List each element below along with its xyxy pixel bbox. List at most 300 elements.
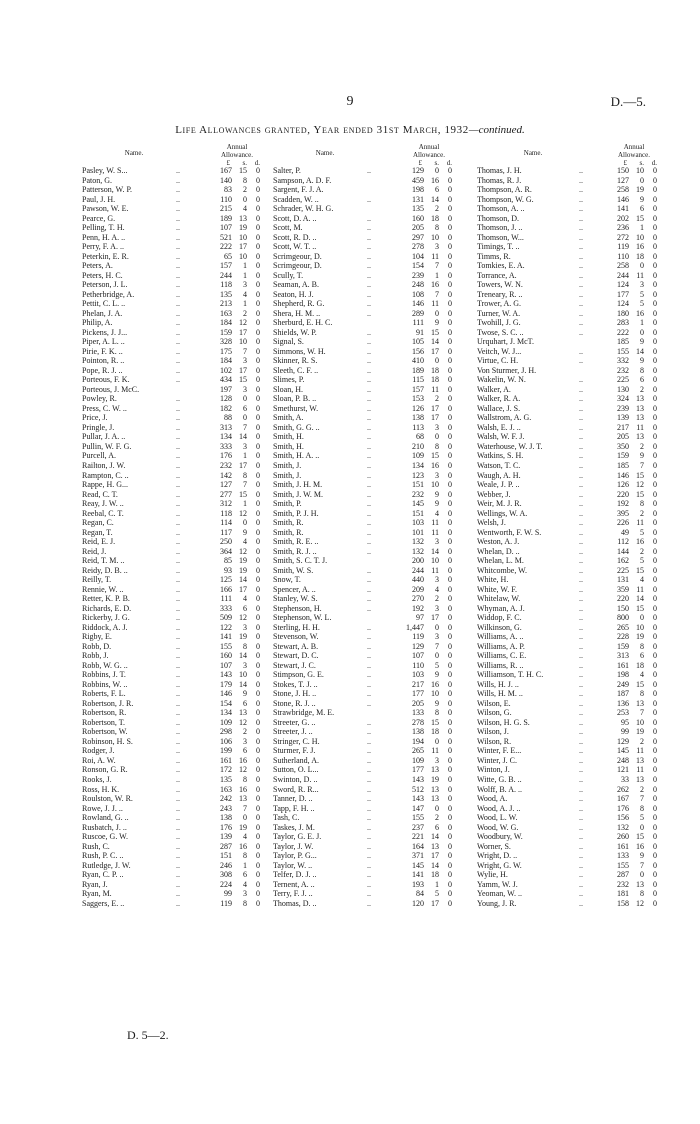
allowance-shillings: 6 bbox=[640, 204, 644, 214]
leader-dots: .. bbox=[176, 898, 180, 908]
allowance-shillings: 2 bbox=[640, 736, 644, 746]
allowance-shillings: 7 bbox=[243, 803, 247, 813]
leader-dots: .. bbox=[579, 660, 583, 670]
allowance-pence: 0 bbox=[256, 394, 260, 404]
pensioner-name: Widdop, F. C. bbox=[477, 613, 522, 623]
allowance-shillings: 9 bbox=[640, 356, 644, 366]
allowance-pence: 0 bbox=[448, 451, 452, 461]
allowance-pounds: 246 bbox=[220, 860, 232, 870]
pensioner-name: Pelling, T. H. bbox=[82, 223, 125, 233]
allowance-pounds: 91 bbox=[416, 327, 424, 337]
pensioner-name: Porteous, F. K. bbox=[82, 375, 130, 385]
allowance-pence: 0 bbox=[653, 384, 657, 394]
allowance-shillings: 13 bbox=[431, 794, 439, 804]
list-item bbox=[477, 356, 657, 366]
allowance-pence: 0 bbox=[653, 622, 657, 632]
allowance-pence: 0 bbox=[653, 327, 657, 337]
allowance-pounds: 114 bbox=[220, 518, 232, 528]
allowance-pounds: 333 bbox=[220, 441, 232, 451]
leader-dots: .. bbox=[367, 546, 371, 556]
allowance-shillings: 8 bbox=[640, 689, 644, 699]
leader-dots: .. bbox=[176, 841, 180, 851]
leader-dots: .. bbox=[579, 204, 583, 214]
allowance-pounds: 93 bbox=[224, 565, 232, 575]
allowance-pence: 0 bbox=[653, 784, 657, 794]
allowance-shillings: 3 bbox=[243, 622, 247, 632]
allowance-pounds: 270 bbox=[412, 594, 424, 604]
list-item bbox=[477, 585, 657, 595]
leader-dots: .. bbox=[579, 584, 583, 594]
leader-dots: .. bbox=[176, 851, 180, 861]
allowance-shillings: 0 bbox=[640, 822, 644, 832]
allowance-pence: 0 bbox=[653, 851, 657, 861]
leader-dots: .. bbox=[579, 308, 583, 318]
allowance-pence: 0 bbox=[256, 508, 260, 518]
page-number: 9 bbox=[346, 94, 354, 109]
column-1 bbox=[82, 144, 260, 908]
allowance-pence: 0 bbox=[653, 432, 657, 442]
allowance-shillings: 14 bbox=[239, 679, 247, 689]
allowance-pence: 0 bbox=[256, 755, 260, 765]
list-item bbox=[273, 566, 452, 576]
pensioner-name: Watson, T. C. bbox=[477, 460, 521, 470]
allowance-pence: 0 bbox=[256, 794, 260, 804]
allowance-pence: 0 bbox=[256, 813, 260, 823]
leader-dots: .. bbox=[176, 679, 180, 689]
allowance-shillings: 2 bbox=[435, 594, 439, 604]
leader-dots: .. bbox=[579, 746, 583, 756]
allowance-pence: 0 bbox=[653, 651, 657, 661]
list-item bbox=[477, 223, 657, 233]
list-item bbox=[82, 347, 260, 357]
allowance-pounds: 115 bbox=[412, 375, 424, 385]
allowance-pence: 0 bbox=[448, 860, 452, 870]
allowance-shillings: 1 bbox=[243, 299, 247, 309]
pensioner-name: Signal, S. bbox=[273, 337, 304, 347]
allowance-pounds: 521 bbox=[220, 232, 232, 242]
leader-dots: .. bbox=[579, 422, 583, 432]
leader-dots: .. bbox=[176, 613, 180, 623]
pensioner-name: Richards, E. D. bbox=[82, 603, 132, 613]
allowance-pence: 0 bbox=[256, 185, 260, 195]
allowance-shillings: 2 bbox=[435, 394, 439, 404]
leader-dots: .. bbox=[176, 327, 180, 337]
allowance-pounds: 222 bbox=[617, 327, 629, 337]
list-item bbox=[82, 432, 260, 442]
allowance-pence: 0 bbox=[448, 346, 452, 356]
allowance-pounds: 800 bbox=[617, 613, 629, 623]
allowance-shillings: 16 bbox=[431, 175, 439, 185]
leader-dots: .. bbox=[176, 727, 180, 737]
allowance-pence: 0 bbox=[448, 755, 452, 765]
allowance-pence: 0 bbox=[448, 727, 452, 737]
allowance-shillings: 15 bbox=[636, 832, 644, 842]
list-item bbox=[82, 185, 260, 195]
allowance-pounds: 141 bbox=[220, 632, 232, 642]
leader-dots: .. bbox=[579, 822, 583, 832]
allowance-shillings: 15 bbox=[239, 375, 247, 385]
allowance-shillings: 4 bbox=[243, 204, 247, 214]
allowance-shillings: 13 bbox=[636, 403, 644, 413]
allowance-pounds: 187 bbox=[617, 689, 629, 699]
allowance-pence: 0 bbox=[448, 775, 452, 784]
allowance-shillings: 0 bbox=[435, 736, 439, 746]
allowance-pounds: 135 bbox=[412, 204, 424, 214]
allowance-pounds: 133 bbox=[617, 851, 629, 861]
allowance-pence: 0 bbox=[448, 832, 452, 842]
allowance-pounds: 65 bbox=[224, 251, 232, 261]
allowance-pounds: 220 bbox=[617, 594, 629, 604]
pensioner-name: Waterhouse, W. J. T. bbox=[477, 441, 543, 451]
allowance-shillings: 1 bbox=[243, 261, 247, 271]
pensioner-name: Slimes, P. bbox=[273, 375, 305, 385]
allowance-pounds: 1,447 bbox=[406, 622, 424, 632]
allowance-shillings: 0 bbox=[243, 813, 247, 823]
pensioner-name: Rampton, C. .. bbox=[82, 470, 129, 480]
pensioner-name: Pointon, R. .. bbox=[82, 356, 125, 366]
leader-dots: .. bbox=[579, 251, 583, 261]
allowance-shillings: 0 bbox=[435, 308, 439, 318]
allowance-pence: 0 bbox=[653, 232, 657, 242]
list-item bbox=[477, 794, 657, 804]
pensioner-name: Smith, P. bbox=[273, 499, 302, 509]
allowance-shillings: 12 bbox=[239, 546, 247, 556]
allowance-shillings: 18 bbox=[431, 213, 439, 223]
list-item bbox=[477, 604, 657, 614]
allowance-pounds: 160 bbox=[412, 213, 424, 223]
allowance-shillings: 15 bbox=[431, 451, 439, 461]
allowance-pence: 0 bbox=[448, 679, 452, 689]
allowance-pence: 0 bbox=[448, 489, 452, 499]
allowance-pence: 0 bbox=[256, 527, 260, 537]
pensioner-name: Stevenson, W. bbox=[273, 632, 319, 642]
pensioner-name: Tomkies, E. A. bbox=[477, 261, 525, 271]
allowance-shillings: 3 bbox=[435, 603, 439, 613]
allowance-pounds: 139 bbox=[617, 413, 629, 423]
list-item bbox=[477, 499, 657, 509]
allowance-shillings: 16 bbox=[239, 755, 247, 765]
list-item bbox=[82, 328, 260, 338]
leader-dots: .. bbox=[367, 670, 371, 680]
allowance-pence: 0 bbox=[448, 470, 452, 480]
allowance-pounds: 333 bbox=[220, 603, 232, 613]
leader-dots: .. bbox=[176, 708, 180, 718]
allowance-pounds: 167 bbox=[220, 166, 232, 175]
list-item bbox=[273, 556, 452, 566]
leader-dots: .. bbox=[579, 679, 583, 689]
allowance-pence: 0 bbox=[256, 384, 260, 394]
allowance-pounds: 155 bbox=[220, 641, 232, 651]
allowance-pounds: 192 bbox=[412, 603, 424, 613]
allowance-pence: 0 bbox=[653, 194, 657, 204]
list-item bbox=[477, 737, 657, 747]
leader-dots: .. bbox=[367, 565, 371, 575]
allowance-shillings: 0 bbox=[435, 356, 439, 366]
allowance-pence: 0 bbox=[653, 755, 657, 765]
allowance-pence: 0 bbox=[256, 489, 260, 499]
leader-dots: .. bbox=[176, 280, 180, 290]
allowance-shillings: 15 bbox=[636, 679, 644, 689]
leader-dots: .. bbox=[579, 261, 583, 271]
allowance-shillings: 8 bbox=[243, 470, 247, 480]
allowance-shillings: 4 bbox=[243, 594, 247, 604]
allowance-pounds: 289 bbox=[412, 308, 424, 318]
allowance-shillings: 6 bbox=[243, 746, 247, 756]
pensioner-name: Ruscoe, G. W. bbox=[82, 832, 128, 842]
leader-dots: .. bbox=[367, 736, 371, 746]
allowance-pence: 0 bbox=[448, 584, 452, 594]
list-item bbox=[273, 252, 452, 262]
allowance-shillings: 19 bbox=[636, 185, 644, 195]
allowance-pence: 0 bbox=[448, 603, 452, 613]
allowance-pounds: 324 bbox=[617, 394, 629, 404]
pensioner-name: Rowland, G. .. bbox=[82, 813, 129, 823]
allowance-shillings: 0 bbox=[435, 432, 439, 442]
pensioner-name: Smith, P. J. H. bbox=[273, 508, 319, 518]
allowance-shillings: 10 bbox=[431, 556, 439, 566]
pensioner-name: Rappe, H. G... bbox=[82, 480, 128, 490]
list-item bbox=[273, 528, 452, 538]
list-item bbox=[273, 861, 452, 871]
leader-dots: .. bbox=[579, 556, 583, 566]
list-item bbox=[477, 471, 657, 481]
name-header: Name. bbox=[315, 149, 335, 157]
pensioner-name: Smith, W. S. bbox=[273, 565, 314, 575]
allowance-pounds: 395 bbox=[617, 508, 629, 518]
leader-dots: .. bbox=[367, 813, 371, 823]
allowance-pounds: 151 bbox=[412, 480, 424, 490]
allowance-pounds: 459 bbox=[412, 175, 424, 185]
allowance-shillings: 3 bbox=[243, 736, 247, 746]
allowance-pounds: 107 bbox=[412, 651, 424, 661]
allowance-shillings: 3 bbox=[435, 422, 439, 432]
allowance-pence: 0 bbox=[448, 232, 452, 242]
allowance-pence: 0 bbox=[653, 708, 657, 718]
allowance-pence: 0 bbox=[448, 166, 452, 175]
allowance-shillings: 8 bbox=[243, 641, 247, 651]
allowance-shillings: 13 bbox=[636, 755, 644, 765]
allowance-pounds: 244 bbox=[220, 270, 232, 280]
allowance-shillings: 8 bbox=[640, 803, 644, 813]
pensioner-name: Stewart, D. C. bbox=[273, 651, 319, 661]
leader-dots: .. bbox=[579, 651, 583, 661]
allowance-pence: 0 bbox=[448, 670, 452, 680]
pensioner-name: Strawbridge, M. E. bbox=[273, 708, 335, 718]
allowance-pence: 0 bbox=[653, 441, 657, 451]
pensioner-name: Sturmer, F. J. bbox=[273, 746, 316, 756]
column-2 bbox=[273, 144, 452, 908]
allowance-pence: 0 bbox=[653, 413, 657, 423]
allowance-shillings: 11 bbox=[636, 518, 644, 528]
allowance-pence: 0 bbox=[256, 708, 260, 718]
list-item bbox=[82, 765, 260, 775]
allowance-pounds: 239 bbox=[617, 403, 629, 413]
list-item bbox=[82, 223, 260, 233]
pensioner-name: Weston, A. J. bbox=[477, 537, 520, 547]
allowance-pounds: 163 bbox=[220, 784, 232, 794]
allowance-pence: 0 bbox=[256, 698, 260, 708]
list-item bbox=[82, 756, 260, 766]
leader-dots: .. bbox=[176, 537, 180, 547]
allowance-shillings: 8 bbox=[243, 175, 247, 185]
allowance-pence: 0 bbox=[448, 384, 452, 394]
allowance-shillings: 12 bbox=[239, 613, 247, 623]
allowance-pence: 0 bbox=[448, 889, 452, 899]
list-item bbox=[273, 223, 452, 233]
leader-dots: .. bbox=[579, 318, 583, 328]
list-item bbox=[477, 442, 657, 452]
list-item bbox=[477, 851, 657, 861]
pensioner-name: Pawson, W. E. bbox=[82, 204, 129, 214]
allowance-shillings: 3 bbox=[243, 384, 247, 394]
pensioner-name: Rush, C. bbox=[82, 841, 110, 851]
leader-dots: .. bbox=[176, 337, 180, 347]
leader-dots: .. bbox=[367, 508, 371, 518]
pensioner-name: Regan, T. bbox=[82, 527, 113, 537]
pensioner-name: Scully, T. bbox=[273, 270, 304, 280]
pensioner-name: Robertson, R. bbox=[82, 708, 127, 718]
list-item bbox=[477, 432, 657, 442]
list-item bbox=[273, 233, 452, 243]
allowance-pounds: 109 bbox=[412, 755, 424, 765]
allowance-pounds: 120 bbox=[412, 898, 424, 908]
allowance-pounds: 221 bbox=[412, 832, 424, 842]
pensioner-name: Wilson, G. bbox=[477, 708, 512, 718]
allowance-pence: 0 bbox=[653, 537, 657, 547]
allowance-pence: 0 bbox=[653, 308, 657, 318]
pensioner-name: Reay, J. W. .. bbox=[82, 499, 124, 509]
pensioner-name: Watkins, S. H. bbox=[477, 451, 524, 461]
list-item bbox=[477, 785, 657, 795]
pensioner-name: Robinson, H. S. bbox=[82, 736, 133, 746]
allowance-pounds: 135 bbox=[220, 289, 232, 299]
allowance-shillings: 18 bbox=[431, 727, 439, 737]
leader-dots: .. bbox=[367, 489, 371, 499]
leader-dots: .. bbox=[176, 289, 180, 299]
leader-dots: .. bbox=[176, 860, 180, 870]
allowance-pounds: 123 bbox=[412, 470, 424, 480]
allowance-shillings: 0 bbox=[435, 166, 439, 175]
allowance-pounds: 132 bbox=[617, 822, 629, 832]
pensioner-name: Wakelin, W. N. bbox=[477, 375, 526, 385]
allowance-pence: 0 bbox=[448, 518, 452, 528]
allowance-pounds: 130 bbox=[617, 384, 629, 394]
pensioner-name: Streeter, J. .. bbox=[273, 727, 313, 737]
leader-dots: .. bbox=[579, 860, 583, 870]
allowance-pence: 0 bbox=[256, 622, 260, 632]
allowance-pence: 0 bbox=[256, 422, 260, 432]
list-item bbox=[477, 290, 657, 300]
pensioner-name: Roi, A. W. bbox=[82, 755, 116, 765]
allowance-pounds: 146 bbox=[617, 470, 629, 480]
allowance-pence: 0 bbox=[256, 223, 260, 233]
pensioner-name: Worner, S. bbox=[477, 841, 511, 851]
allowance-pence: 0 bbox=[448, 403, 452, 413]
allowance-header-line1: Annual bbox=[418, 143, 440, 151]
allowance-pence: 0 bbox=[448, 537, 452, 547]
allowance-pounds: 150 bbox=[617, 166, 629, 175]
allowance-pence: 0 bbox=[653, 870, 657, 880]
list-item bbox=[477, 718, 657, 728]
allowance-shillings: 1 bbox=[640, 318, 644, 328]
allowance-pence: 0 bbox=[256, 727, 260, 737]
list-item bbox=[273, 394, 452, 404]
allowance-pence: 0 bbox=[448, 270, 452, 280]
document-reference: D.—5. bbox=[610, 94, 646, 109]
allowance-pounds: 146 bbox=[617, 194, 629, 204]
list-item bbox=[273, 347, 452, 357]
leader-dots: .. bbox=[367, 280, 371, 290]
allowance-pounds: 258 bbox=[617, 261, 629, 271]
leader-dots: .. bbox=[176, 413, 180, 423]
allowance-pounds: 102 bbox=[220, 365, 232, 375]
list-item bbox=[82, 718, 260, 728]
allowance-pence: 0 bbox=[448, 356, 452, 366]
list-item bbox=[477, 775, 657, 785]
allowance-shillings: 9 bbox=[640, 337, 644, 347]
allowance-pence: 0 bbox=[256, 537, 260, 547]
allowance-pence: 0 bbox=[653, 822, 657, 832]
allowance-pounds: 253 bbox=[617, 708, 629, 718]
leader-dots: .. bbox=[367, 441, 371, 451]
allowance-shillings: 17 bbox=[431, 898, 439, 908]
pensioner-name: Wright, G. W. bbox=[477, 860, 522, 870]
leader-dots: .. bbox=[367, 308, 371, 318]
allowance-shillings: 3 bbox=[435, 755, 439, 765]
leader-dots: .. bbox=[367, 394, 371, 404]
allowance-pence: 0 bbox=[448, 413, 452, 423]
leader-dots: .. bbox=[176, 556, 180, 566]
allowance-pence: 0 bbox=[256, 451, 260, 461]
list-item bbox=[273, 480, 452, 490]
allowance-shillings: 15 bbox=[239, 489, 247, 499]
pensioner-name: Stewart, A. B. bbox=[273, 641, 319, 651]
column-header bbox=[82, 144, 260, 166]
allowance-pounds: 250 bbox=[220, 537, 232, 547]
list-item bbox=[477, 689, 657, 699]
allowance-pence: 0 bbox=[256, 784, 260, 794]
allowance-pounds: 181 bbox=[617, 889, 629, 899]
leader-dots: .. bbox=[176, 318, 180, 328]
allowance-pounds: 371 bbox=[412, 851, 424, 861]
list-item bbox=[82, 899, 260, 909]
leader-dots: .. bbox=[367, 889, 371, 899]
pensioner-name: Reebal, C. T. bbox=[82, 508, 124, 518]
list-item bbox=[477, 699, 657, 709]
allowance-shillings: 11 bbox=[636, 422, 644, 432]
allowance-pence: 0 bbox=[256, 365, 260, 375]
pensioner-name: Sargent, F. J. A. bbox=[273, 185, 324, 195]
allowance-pence: 0 bbox=[653, 613, 657, 623]
list-item bbox=[477, 623, 657, 633]
allowance-shillings: 8 bbox=[243, 898, 247, 908]
allowance-pounds: 163 bbox=[220, 308, 232, 318]
pensioner-name: Riddock, A. J. bbox=[82, 622, 128, 632]
allowance-shillings: 8 bbox=[640, 889, 644, 899]
list-item bbox=[82, 290, 260, 300]
allowance-pence: 0 bbox=[448, 337, 452, 347]
allowance-pounds: 119 bbox=[220, 898, 232, 908]
pensioner-name: Robertson, J. R. bbox=[82, 698, 134, 708]
allowance-shillings: 11 bbox=[431, 384, 439, 394]
leader-dots: .. bbox=[367, 603, 371, 613]
list-item bbox=[273, 899, 452, 909]
pensioner-name: Williams, A. P. bbox=[477, 641, 525, 651]
list-item bbox=[273, 851, 452, 861]
list-item bbox=[273, 604, 452, 614]
allowance-shillings: 13 bbox=[431, 765, 439, 775]
leader-dots: .. bbox=[176, 660, 180, 670]
